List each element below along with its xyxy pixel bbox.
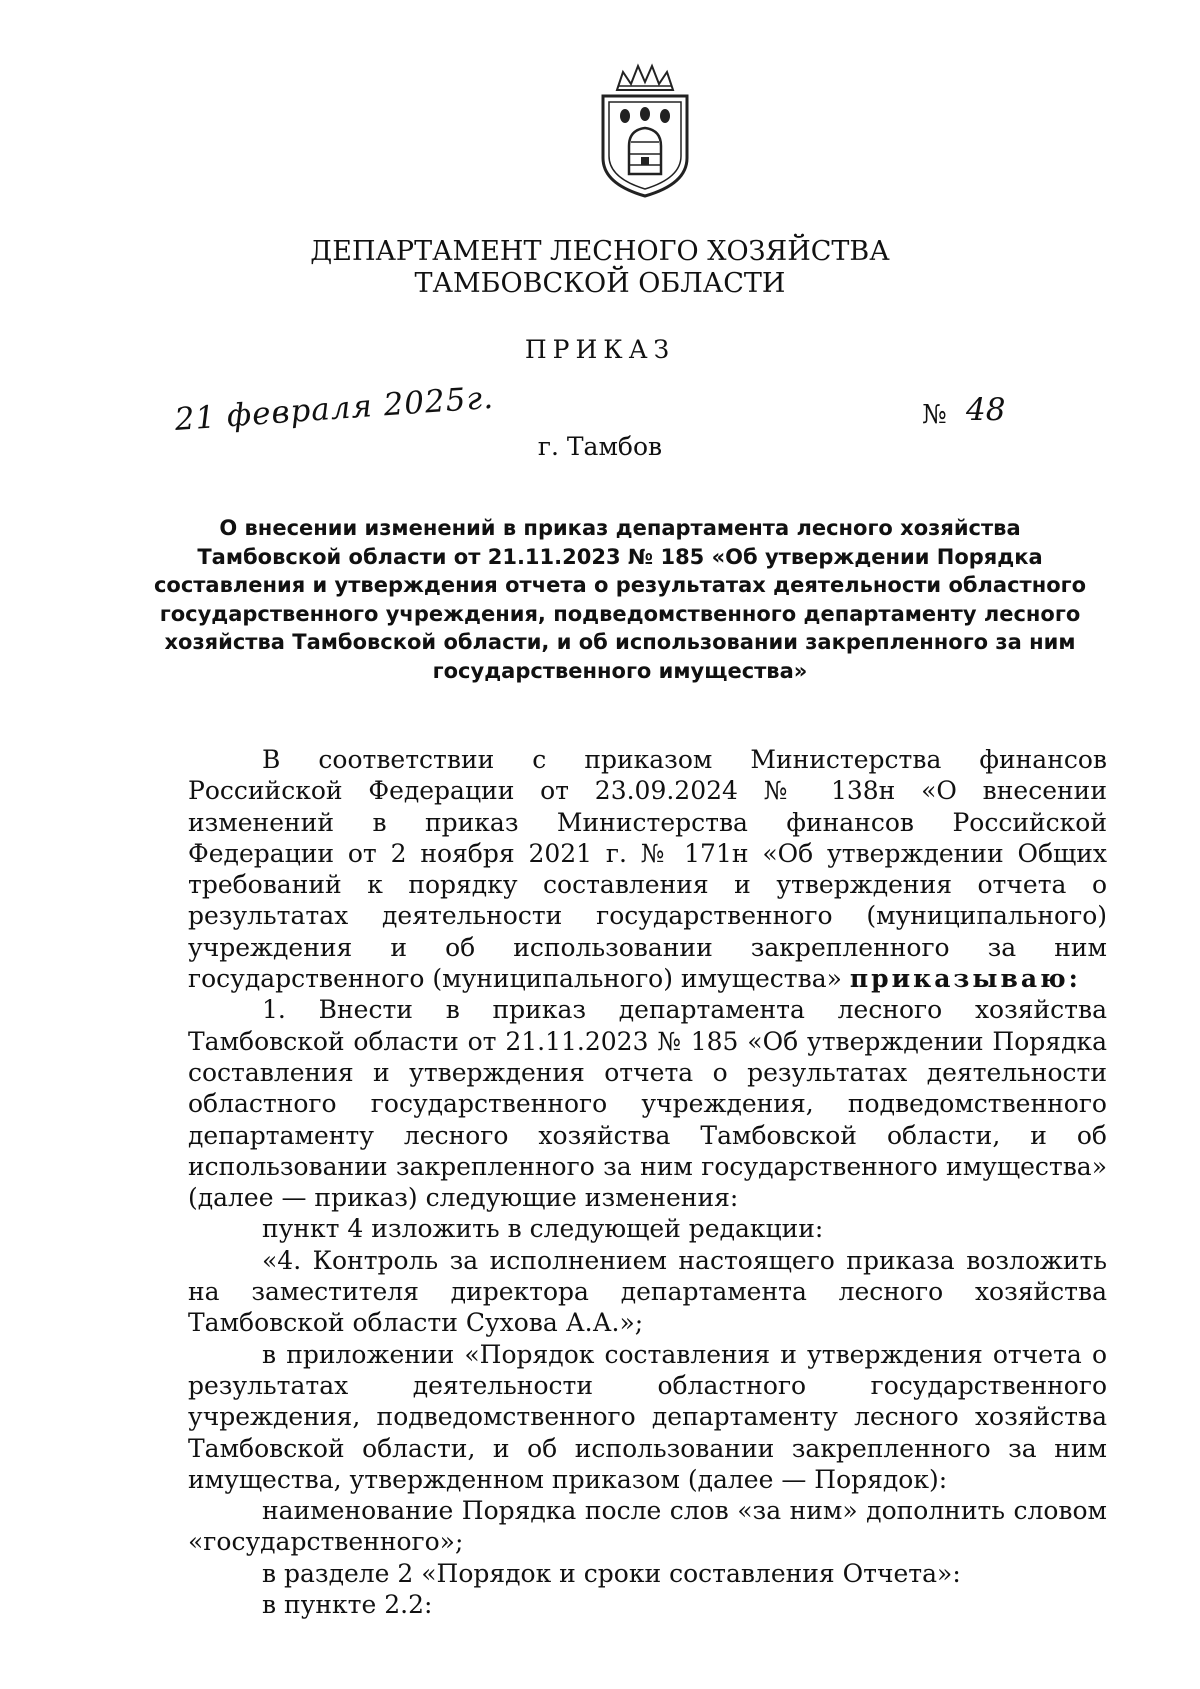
department-name-line2: ТАМБОВСКОЙ ОБЛАСТИ [414,268,786,299]
paragraph-6: в разделе 2 «Порядок и сроки составления Отчета»: [262,1558,961,1588]
paragraph-4: в приложении «Порядок составления и утверждения отчета о результатах деятельности областного государственного учреждения, подведомственного департаменту лесного хозяйства Тамбовской области, и об использовании закрепленного за ним имущества, утвержденном приказом (далее — Порядок): [188,1339,1107,1494]
number-label: № [922,400,947,430]
document-type-heading: ПРИКАЗ [524,335,676,364]
preamble-text: В соответствии с приказом Министерства финансов Российской Федерации от 23.09.2024 № 138н «О внесении изменений в приказ Министерства финансов Российской Федерации от 2 ноября 2021 г. № 171н «Об утверждении Общих требований к порядку составления и утверждения отчета о результатах деятельности государственного (муниципального) учреждения и об использовании закрепленного за ним государственного (муниципального) имущества» [188,745,1107,994]
order-body [188,744,1107,1620]
coat-of-arms-emblem [585,62,705,202]
preamble-paragraph [188,744,1107,994]
paragraph-1: 1. Внести в приказ департамента лесного хозяйства Тамбовской области от 21.11.2023 № 185 «Об утверждении Порядка составления и утверждения отчета о результатах деятельности областного государственного учреждения, подведомственного департаменту лесного хозяйства Тамбовской области, и об использовании закрепленного за ним государственного имущества» (далее — приказ) следующие изменения: [188,995,1107,1213]
handwritten-date: 21 февраля 2025г. [173,379,496,438]
department-name-line1: ДЕПАРТАМЕНТ ЛЕСНОГО ХОЗЯЙСТВА [310,236,890,267]
command-word: приказываю: [849,964,1081,994]
paragraph-5: наименование Порядка после слов «за ним» дополнить словом «государственного»; [188,1496,1107,1557]
city-name: г. Тамбов [537,432,663,461]
paragraph-3: «4. Контроль за исполнением настоящего приказа возложить на заместителя директора департамента лесного хозяйства Тамбовской области Сухова А.А.»; [188,1245,1107,1338]
order-title: О внесении изменений в приказ департамента лесного хозяйства Тамбовской области от 21.11.2023 № 185 «Об утверждении Порядка составления и утверждения отчета о результатах деятельности областного государственного учреждения, подведомственного департаменту лесного хозяйства Тамбовской области, и об использовании закрепленного за ним государственного имущества» [153,516,1087,683]
handwritten-number: 48 [966,392,1006,428]
paragraph-2: пункт 4 изложить в следующей редакции: [262,1214,824,1244]
paragraph-7: в пункте 2.2: [262,1590,433,1620]
